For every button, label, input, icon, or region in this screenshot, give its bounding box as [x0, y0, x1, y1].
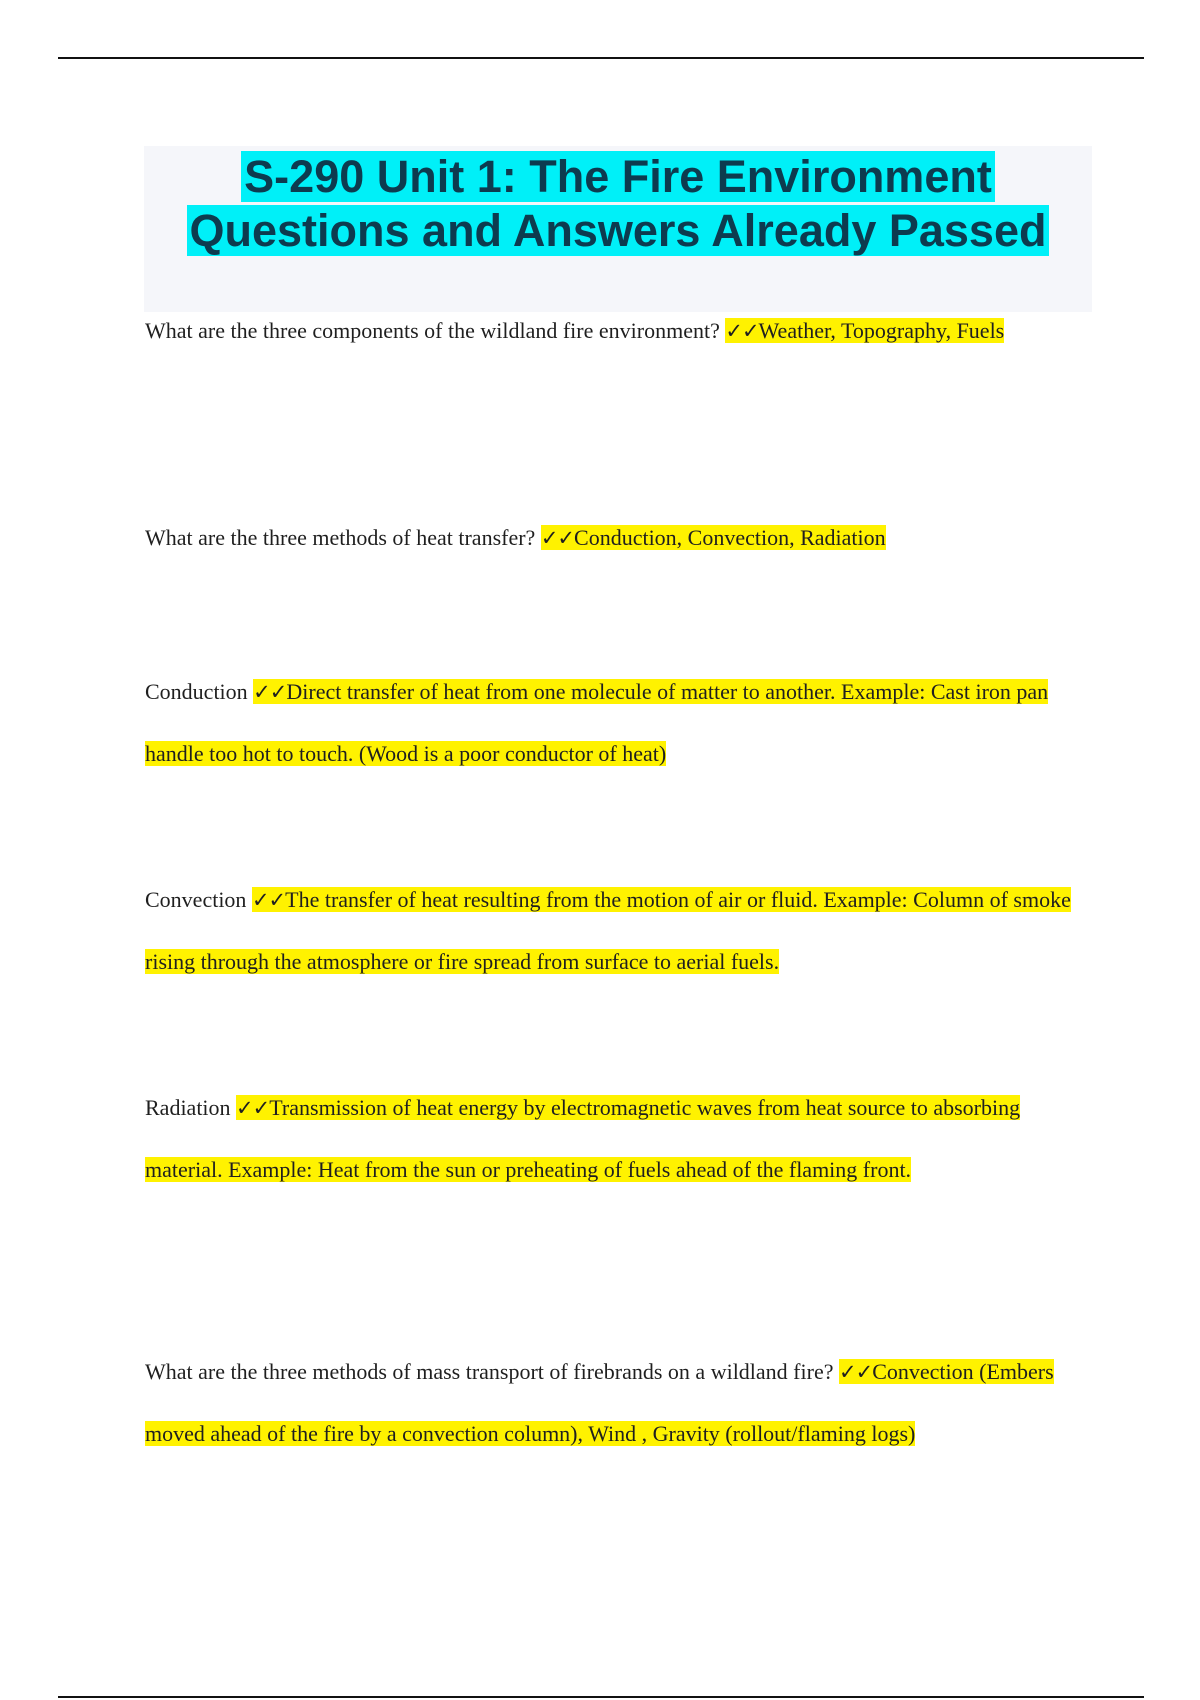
- double-check-icon: ✓✓: [725, 319, 759, 343]
- answer-highlight: [145, 887, 1071, 974]
- question-text: What are the three methods of heat transfer?: [145, 525, 541, 550]
- double-check-icon: ✓✓: [236, 1096, 270, 1120]
- double-check-icon: ✓✓: [251, 888, 286, 912]
- qa-item-firebrands: [145, 1341, 1095, 1464]
- double-check-icon: ✓✓: [838, 1360, 873, 1384]
- answer-text: The transfer of heat resulting from the motion of air or fluid. Example: Column of smoke rising through the atmosphere or fire spread from surface to aerial fuels.: [145, 887, 1071, 974]
- question-text: Radiation: [145, 1095, 237, 1120]
- double-check-icon: ✓✓: [540, 526, 575, 550]
- title-line-2: Questions and Answers Already Passed: [144, 204, 1092, 258]
- bottom-rule: [58, 1696, 1144, 1698]
- answer-highlight: [145, 679, 1048, 766]
- question-text: Conduction: [145, 679, 254, 704]
- qa-item-heat-transfer: [145, 507, 1095, 569]
- double-check-icon: ✓✓: [253, 680, 287, 704]
- question-text: What are the three methods of mass transport of firebrands on a wildland fire?: [145, 1359, 839, 1384]
- qa-item-conduction: [145, 661, 1095, 784]
- question-text: Convection: [145, 887, 252, 912]
- qa-item-convection: [145, 869, 1095, 992]
- answer-text: Convection (Embers moved ahead of the fire by a convection column), Wind , Gravity (rollout/flaming logs): [145, 1359, 1054, 1446]
- answer-highlight: [725, 318, 1004, 343]
- answer-text: Conduction, Convection, Radiation: [574, 525, 886, 550]
- title-line-1: S-290 Unit 1: The Fire Environment: [144, 150, 1092, 204]
- answer-highlight: [541, 525, 886, 550]
- top-rule: [58, 57, 1144, 59]
- answer-text: Weather, Topography, Fuels: [758, 318, 1005, 343]
- question-text: What are the three components of the wildland fire environment?: [145, 318, 726, 343]
- qa-item-radiation: [145, 1077, 1095, 1200]
- answer-text: Direct transfer of heat from one molecule of matter to another. Example: Cast iron pan handle too hot to touch. (Wood is a poor conductor of heat): [145, 679, 1049, 766]
- answer-text: Transmission of heat energy by electromagnetic waves from heat source to absorbing material. Example: Heat from the sun or preheating of fuels ahead of the flaming front.: [145, 1095, 1021, 1182]
- answer-highlight: [145, 1095, 1020, 1182]
- title-block: [144, 146, 1092, 312]
- qa-item-components: [145, 300, 1095, 362]
